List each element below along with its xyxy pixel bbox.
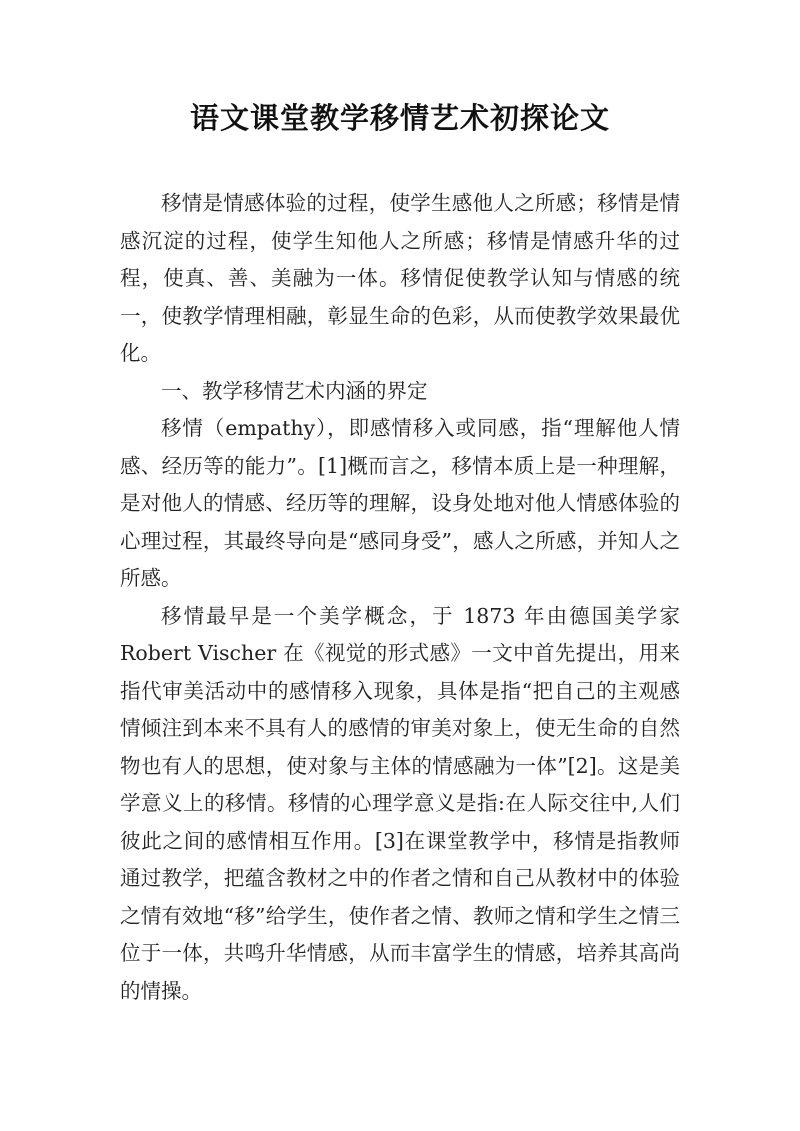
definition-paragraph: 移情（empathy），即感情移入或同感，指“理解他人情感、经历等的能力”。[1]概而言之，移情本质上是一种理解，是对他人的情感、经历等的理解，设身处地对他人情感体验的心理过程，其最终导向是“感同身受”，感人之所感，并知人之所感。 (120, 416, 680, 590)
document-title: 语文课堂教学移情艺术初探论文 (189, 101, 610, 135)
intro-paragraph: 移情是情感体验的过程，使学生感他人之所感；移情是情感沉淀的过程，使学生知他人之所感；移情是情感升华的过程，使真、善、美融为一体。移情促使教学认知与情感的统一，使教学情理相融，彰显生命的色彩，从而使教学效果最优化。 (120, 191, 680, 365)
section-heading: 一、教学移情艺术内涵的界定 (161, 378, 428, 403)
document-body (120, 185, 680, 1010)
history-paragraph: 移情最早是一个美学概念，于 1873 年由德国美学家 Robert Vischer 在《视觉的形式感》一文中首先提出，用来指代审美活动中的感情移入现象，具体是指“把自己的主观感情倾注到本来不具有人的感情的审美对象上，使无生命的自然物也有人的思想，使对象与主体的情感融为一体”[2]。这是美学意义上的移情。移情的心理学意义是指:在人际交往中,人们彼此之间的感情相互作用。[3]在课堂教学中，移情是指教师通过教学，把蕴含教材之中的作者之情和自己从教材中的体验之情有效地“移”给学生，使作者之情、教师之情和学生之情三位于一体，共鸣升华情感，从而丰富学生的情感，培养其高尚的情操。 (120, 603, 680, 1003)
